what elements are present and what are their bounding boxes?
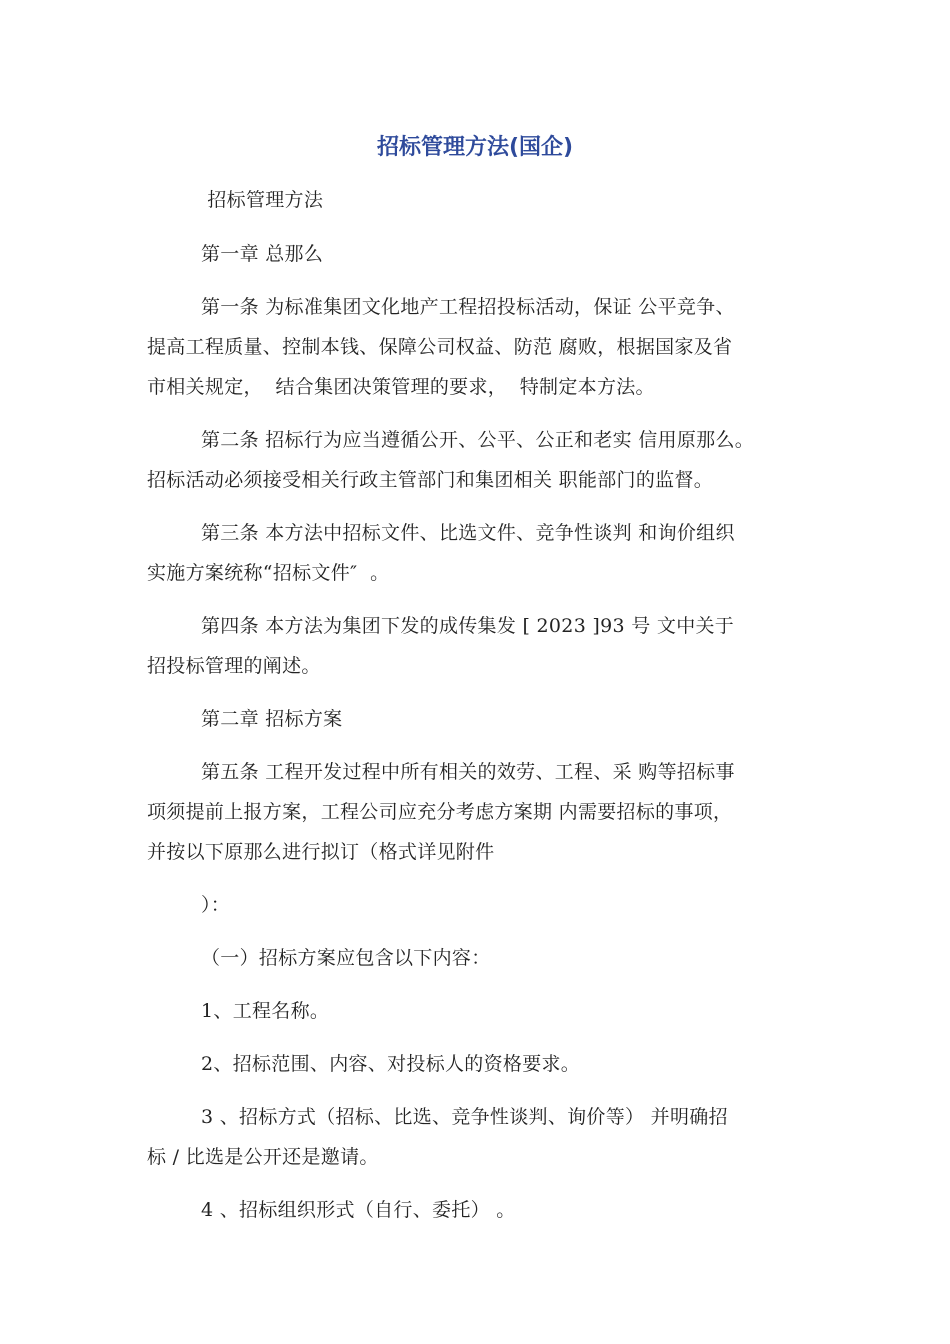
paragraph-line: 实施方案统称“招标文件″ 。 bbox=[147, 562, 390, 584]
paragraph-line: 市相关规定， 结合集团决策管理的要求， 特制定本方法。 bbox=[147, 376, 655, 398]
paragraph-line: 第一条 为标准集团文化地产工程招投标活动，保证 公平竞争、 bbox=[201, 296, 735, 318]
document-title: 招标管理方法(国企) bbox=[376, 135, 574, 160]
paragraph-line: 第二条 招标行为应当遵循公开、公平、公正和老实 信用原那么。 bbox=[201, 429, 755, 451]
paragraph-line: 招标活动必须接受相关行政主管部门和集团相关 职能部门的监督。 bbox=[147, 469, 714, 491]
section-heading: 招标管理方法 bbox=[201, 189, 324, 211]
paragraph-line: 并按以下原那么进行拟订（格式详见附件 bbox=[147, 841, 495, 863]
paragraph-line: 第五条 工程开发过程中所有相关的效劳、工程、采 购等招标事 bbox=[201, 761, 735, 783]
paragraph-line: 第四条 本方法为集团下发的成传集发 [ 2023 ]93 号 文中关于 bbox=[201, 615, 735, 637]
list-item-continuation: 标 / 比选是公开还是邀请。 bbox=[147, 1146, 379, 1168]
paragraph-line: 项须提前上报方案，工程公司应充分考虑方案期 内需要招标的事项， bbox=[147, 801, 733, 823]
paragraph-line: 第三条 本方法中招标文件、比选文件、竞争性谈判 和询价组织 bbox=[201, 522, 735, 544]
list-item: 1、工程名称。 bbox=[201, 1000, 330, 1022]
list-item: 2、招标范围、内容、对投标人的资格要求。 bbox=[201, 1053, 581, 1075]
paragraph-line: ）： bbox=[201, 894, 231, 916]
list-heading: （一）招标方案应包含以下内容： bbox=[201, 947, 491, 969]
list-item: 4 、招标组织形式（自行、委托） 。 bbox=[201, 1199, 516, 1221]
paragraph-line: 提高工程质量、控制本钱、保障公司权益、防范 腐败，根据国家及省 bbox=[147, 336, 733, 358]
chapter-heading: 第一章 总那么 bbox=[201, 243, 324, 265]
list-item: 3 、招标方式（招标、比选、竞争性谈判、询价等） 并明确招 bbox=[201, 1106, 728, 1128]
paragraph-line: 招投标管理的阐述。 bbox=[147, 655, 321, 677]
chapter-heading: 第二章 招标方案 bbox=[201, 708, 343, 730]
